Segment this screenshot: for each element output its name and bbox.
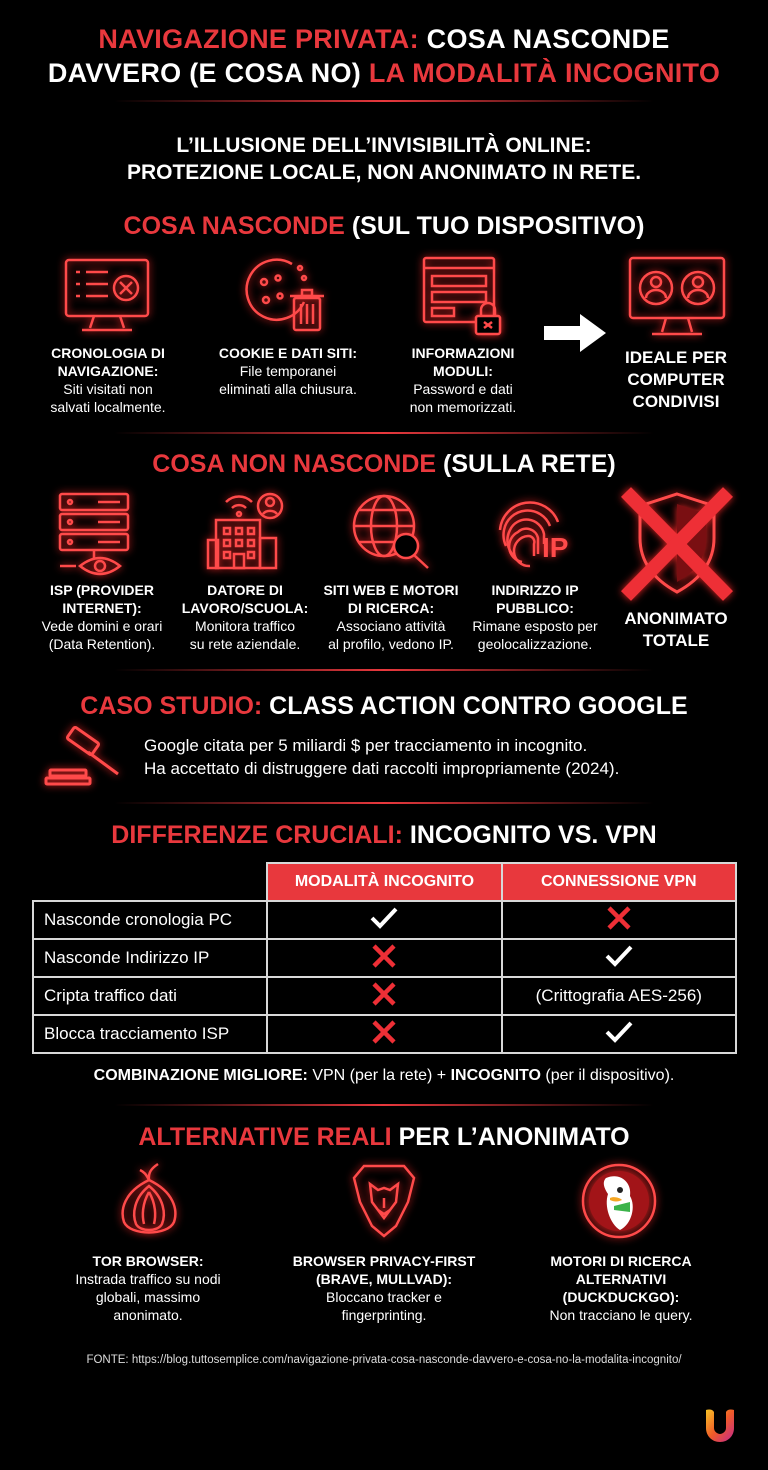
divider: [114, 1104, 654, 1106]
check-icon: [267, 901, 501, 939]
building-wifi-icon: [206, 490, 288, 572]
case-study-text: Google citata per 5 miliardi $ per tracciamento in incognito. Ha accettato di distruggere dati raccolti impropriamente (2024).: [144, 736, 620, 778]
case-study-heading: CASO STUDIO: CLASS ACTION CONTRO GOOGLE: [80, 692, 688, 720]
not-hides-item-ip: INDIRIZZO IP PUBBLICO: Rimane esposto per geolocalizzazione.: [472, 582, 598, 652]
lion-shield-icon: [350, 1162, 418, 1240]
table-row: Nasconde cronologia PC: [33, 901, 736, 939]
encryption-note: (Crittografia AES-256): [502, 977, 736, 1015]
shield-cross-icon: [618, 488, 736, 602]
table-row: Blocca tracciamento ISP: [33, 1015, 736, 1053]
duck-icon: [580, 1162, 658, 1240]
cross-icon: [267, 1015, 501, 1053]
alternatives-heading: ALTERNATIVE REALI PER L’ANONIMATO: [138, 1123, 630, 1151]
not-hides-item-isp: ISP (PROVIDER INTERNET): Vede domini e orari (Data Retention).: [41, 582, 163, 652]
brand-logo-icon: [700, 1404, 740, 1444]
alternative-tor: TOR BROWSER: Instrada traffico su nodi globali, massimo anonimato.: [75, 1253, 221, 1323]
hides-item-history: CRONOLOGIA DI NAVIGAZIONE: Siti visitati non salvati localmente.: [50, 345, 166, 415]
cross-icon: [267, 977, 501, 1015]
title-white-2: DAVVERO (E COSA NO): [47, 58, 369, 88]
globe-search-icon: [350, 494, 432, 570]
title-red-2: LA MODALITÀ INCOGNITO: [368, 58, 721, 88]
hides-heading: COSA NASCONDE (SUL TUO DISPOSITIVO): [123, 212, 645, 240]
ideal-shared-text: IDEALE PER COMPUTER CONDIVISI: [624, 348, 728, 411]
best-combination: COMBINAZIONE MIGLIORE: VPN (per la rete) + INCOGNITO (per il dispositivo).: [93, 1067, 675, 1084]
title-white-1: COSA NASCONDE: [418, 24, 670, 54]
table-row: Cripta traffico dati (Crittografia AES-256): [33, 977, 736, 1015]
table-row: Nasconde Indirizzo IP: [33, 939, 736, 977]
cross-icon: [502, 901, 736, 939]
gavel-icon: [44, 726, 124, 786]
check-icon: [502, 939, 736, 977]
cookie-trash-icon: [244, 256, 330, 336]
title-red-1: NAVIGAZIONE PRIVATA:: [98, 24, 419, 54]
shared-computer-icon: [628, 256, 726, 338]
total-anonymity-text: ANONIMATO TOTALE: [624, 609, 728, 650]
monitor-list-icon: [64, 258, 150, 334]
source-link[interactable]: FONTE: https://blog.tuttosemplice.com/navigazione-privata-cosa-nasconde-davvero-e-cosa-no-la-modalita-incognito/: [86, 1354, 682, 1366]
subtitle: L’ILLUSIONE DELL’INVISIBILITÀ ONLINE: PROTEZIONE LOCALE, NON ANONIMATO IN RETE.: [126, 134, 642, 184]
comparison-table: [32, 862, 737, 1054]
form-lock-icon: [420, 256, 506, 336]
ip-label: IP: [542, 532, 569, 563]
fingerprint-ip-icon: [494, 490, 576, 572]
not-hides-item-websites: SITI WEB E MOTORI DI RICERCA: Associano attività al profilo, vedono IP.: [323, 582, 459, 652]
hides-item-forms: INFORMAZIONI MODULI: Password e dati non memorizzati.: [409, 345, 517, 415]
divider: [114, 802, 654, 804]
check-icon: [502, 1015, 736, 1053]
col-vpn: CONNESSIONE VPN: [502, 863, 736, 901]
divider: [114, 432, 654, 434]
server-eye-icon: [58, 492, 130, 576]
divider: [114, 100, 654, 102]
divider: [114, 669, 654, 671]
arrow-right-icon: [544, 314, 606, 352]
col-incognito: MODALITÀ INCOGNITO: [267, 863, 501, 901]
onion-icon: [118, 1162, 180, 1240]
cross-icon: [267, 939, 501, 977]
hides-item-cookies: COOKIE E DATI SITI: File temporanei eliminati alla chiusura.: [218, 345, 358, 397]
comparison-heading: DIFFERENZE CRUCIALI: INCOGNITO VS. VPN: [111, 821, 657, 849]
table-header-row: [33, 863, 736, 901]
alternative-search-engines: MOTORI DI RICERCA ALTERNATIVI (DUCKDUCKGO): Non tracciano le query.: [549, 1253, 693, 1323]
page-title: [0, 22, 768, 90]
not-hides-heading: COSA NON NASCONDE (SULLA RETE): [152, 450, 616, 478]
not-hides-item-employer: DATORE DI LAVORO/SCUOLA: Monitora traffico su rete aziendale.: [181, 582, 309, 652]
alternative-privacy-browser: BROWSER PRIVACY-FIRST (BRAVE, MULLVAD): Bloccano tracker e fingerprinting.: [292, 1253, 476, 1323]
